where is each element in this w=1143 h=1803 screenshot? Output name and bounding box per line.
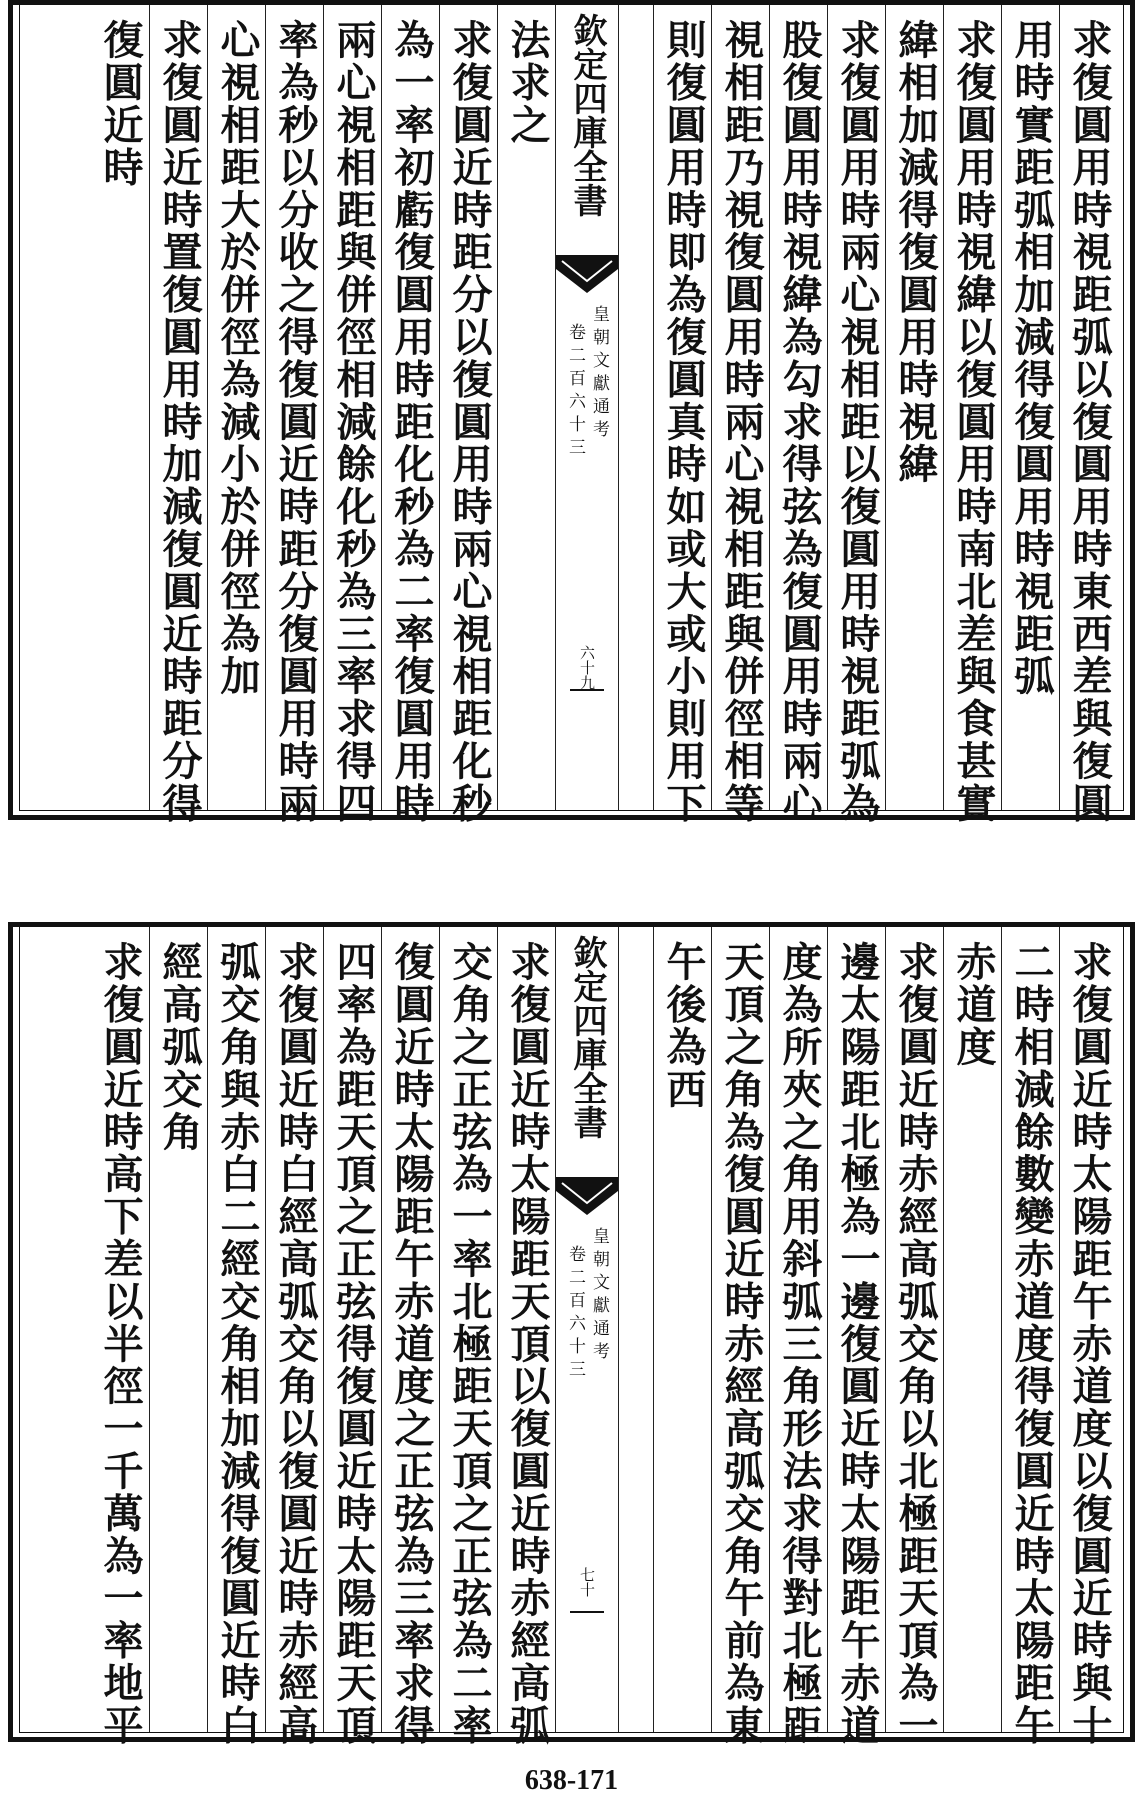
text-column [381,5,440,825]
text-column [769,927,828,1747]
page-bottom [0,922,1143,1747]
text-column [323,5,382,825]
page-top [0,0,1143,825]
column-text: 法求之 [504,19,551,147]
text-column [207,5,266,810]
text-column [265,5,324,825]
column-text: 兩心視相距與併徑相減餘化秒為三率求得四 [330,19,377,825]
column-text: 度為所夾之角用斜弧三角形法求得對北極距 [776,941,823,1747]
text-column [149,927,208,1732]
center-column [555,927,619,1732]
column-text: 求復圓近時置復圓用時加減復圓近時距分得 [156,19,203,825]
column-text: 則復圓用時即為復圓真時如或大或小則用下 [660,19,707,825]
column-text: 用時實距弧相加減得復圓用時視距弧 [1008,19,1055,698]
text-column [323,927,382,1747]
text-column [381,927,440,1747]
column-text: 二時相減餘數變赤道度得復圓近時太陽距午 [1008,941,1055,1747]
text-column [265,927,324,1747]
folio-number: 七十 [578,1567,596,1597]
folio-rule [570,689,604,691]
text-column [207,927,266,1747]
text-column [497,927,556,1747]
page-frame [8,0,1135,825]
column-text: 求復圓用時視緯以復圓用時南北差與食甚實 [950,19,997,825]
page-frame [8,922,1135,1747]
text-column [439,5,498,825]
folio-rule [570,1611,604,1613]
source-title: 皇朝文獻通考 [589,305,609,443]
column-text: 復圓近時 [97,19,144,189]
fishtail-mark [556,1177,618,1217]
page-inner-frame [19,927,1124,1747]
fishtail-mark [556,255,618,295]
column-text: 視相距乃視復圓用時兩心視相距與併徑相等 [718,19,765,825]
text-column [827,927,886,1747]
column-text: 求復圓用時兩心視相距以復圓用時視距弧為 [834,19,881,825]
column-text: 邊太陽距北極為一邊復圓近時太陽距午赤道 [834,941,881,1747]
column-text: 經高弧交角 [156,941,203,1153]
folio-number: 六十九 [578,645,596,690]
book-title: 欽定四庫全書 [567,13,607,217]
text-column [91,927,149,1747]
volume-number: 卷二百六十三 [565,323,585,461]
column-text: 求復圓近時距分以復圓用時兩心視相距化秒 [446,19,493,825]
column-text: 率為秒以分收之得復圓近時距分復圓用時兩 [272,19,319,825]
column-text: 交角之正弦為一率北極距天頂之正弦為二率 [446,941,493,1747]
column-text: 復圓近時太陽距午赤道度之正弦為三率求得 [388,941,435,1747]
column-text: 赤道度 [950,941,997,1069]
column-text: 求復圓近時高下差以半徑一千萬為一率地平 [97,941,144,1747]
column-text: 求復圓近時太陽距午赤道度以復圓近時與十 [1066,941,1113,1747]
text-column [439,927,498,1747]
text-column [711,927,770,1747]
text-column [1059,5,1118,825]
text-column [943,927,1002,1732]
source-title: 皇朝文獻通考 [589,1227,609,1365]
volume-number: 卷二百六十三 [565,1245,585,1383]
plate-number: 638-171 [524,1765,619,1796]
page-inner-frame [19,5,1124,825]
text-column [653,5,712,825]
text-column [497,5,556,810]
text-column [149,5,208,825]
column-text: 求復圓用時視距弧以復圓用時東西差與復圓 [1066,19,1113,825]
text-column [711,5,770,825]
column-text: 弧交角與赤白二經交角相加減得復圓近時白 [214,941,261,1747]
text-column [653,927,712,1732]
column-text: 求復圓近時赤經高弧交角以北極距天頂為一 [892,941,939,1747]
column-text: 求復圓近時太陽距天頂以復圓近時赤經高弧 [504,941,551,1747]
text-column [91,5,149,810]
text-column [769,5,828,825]
column-text: 四率為距天頂之正弦得復圓近時太陽距天頂 [330,941,377,1747]
column-text: 午後為西 [660,941,707,1111]
text-column [1001,927,1060,1747]
column-text: 緯相加減得復圓用時視緯 [892,19,939,486]
text-column [1059,927,1118,1747]
text-column [885,5,944,810]
column-text: 天頂之角為復圓近時赤經高弧交角午前為東 [718,941,765,1747]
center-column [555,5,619,810]
book-title: 欽定四庫全書 [567,935,607,1139]
column-text: 為一率初虧復圓用時距化秒為二率復圓用時 [388,19,435,825]
text-column [827,5,886,825]
column-text: 股復圓用時視緯為勾求得弦為復圓用時兩心 [776,19,823,825]
column-text: 心視相距大於併徑為減小於併徑為加 [214,19,261,698]
text-column [885,927,944,1747]
column-text: 求復圓近時白經高弧交角以復圓近時赤經高 [272,941,319,1747]
text-column [943,5,1002,825]
text-column [1001,5,1060,810]
